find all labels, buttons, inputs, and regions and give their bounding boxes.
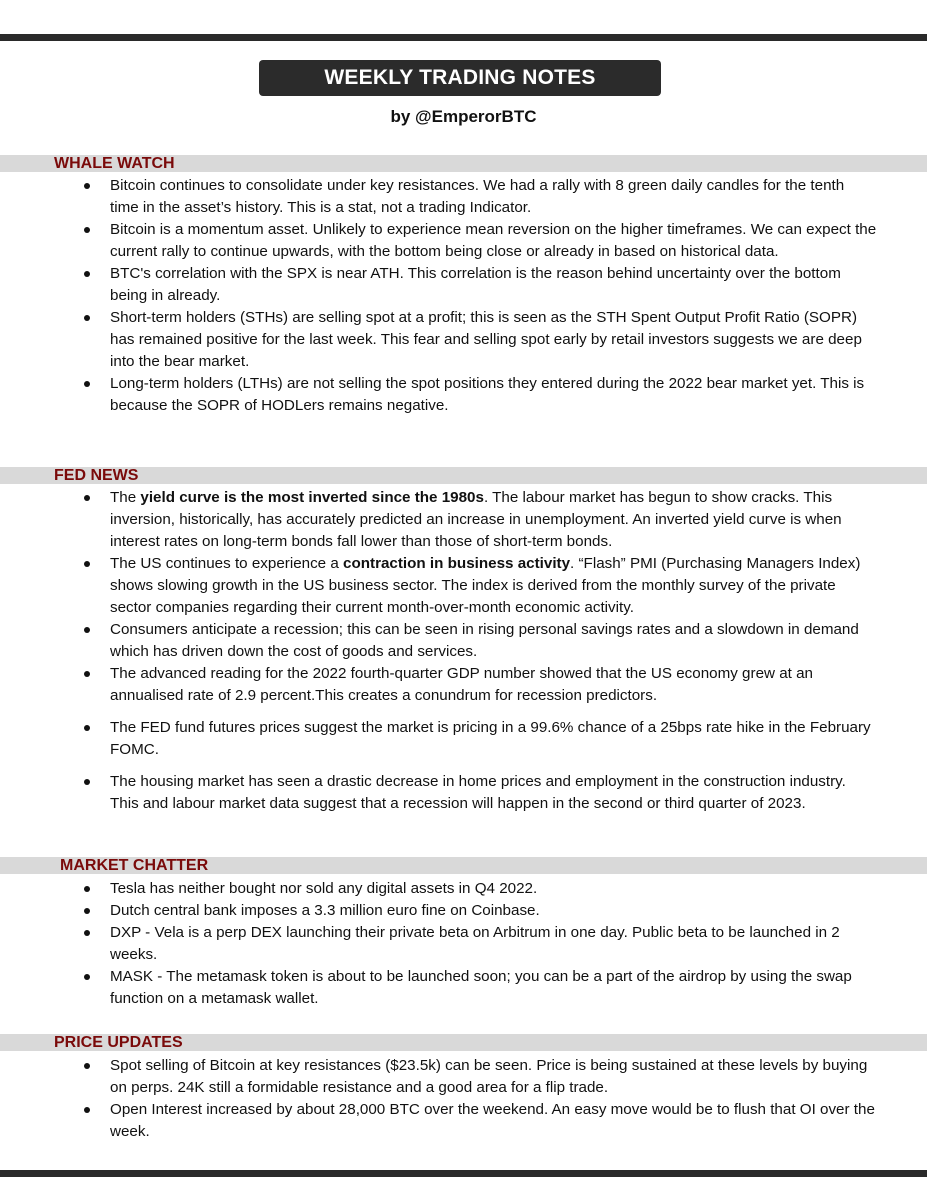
list-item: Tesla has neither bought nor sold any digital assets in Q4 2022. bbox=[0, 878, 927, 900]
bullet-icon bbox=[84, 271, 90, 277]
list-item: Bitcoin is a momentum asset. Unlikely to experience mean reversion on the higher timeframes. We can expect the current rally to continue upwards, with the bottom being close or already in based on historical data. bbox=[0, 219, 927, 263]
bullet-icon bbox=[84, 974, 90, 980]
list-item: The US continues to experience a contraction in business activity. “Flash” PMI (Purchasing Managers Index) shows slowing growth in the US business sector. The index is derived from the monthly survey of the private sector companies regarding their current month-over-month economic activity. bbox=[0, 553, 927, 619]
list-item: The housing market has seen a drastic decrease in home prices and employment in the construction industry. This and labour market data suggest that a recession will happen in the second or third quarter of 2023. bbox=[0, 771, 927, 815]
bullet-icon bbox=[84, 725, 90, 731]
bullet-icon bbox=[84, 627, 90, 633]
bullet-icon bbox=[84, 930, 90, 936]
market-chatter-list bbox=[0, 878, 927, 1010]
author-byline: by @EmperorBTC bbox=[390, 107, 537, 126]
list-item: Spot selling of Bitcoin at key resistances ($23.5k) can be seen. Price is being sustained at these levels by buying on perps. 24K still a formidable resistance and a good area for a flip trade. bbox=[0, 1055, 927, 1099]
emphasis-text: contraction in business activity bbox=[343, 555, 571, 572]
fed-news-list bbox=[0, 487, 927, 815]
list-item: The yield curve is the most inverted since the 1980s. The labour market has begun to show cracks. This inversion, historically, has accurately predicted an increase in unemployment. An inverted yield curve is when interest rates on long-term bonds fall lower than those of short-term bonds. bbox=[0, 487, 927, 553]
bullet-icon bbox=[84, 1063, 90, 1069]
bullet-icon bbox=[84, 315, 90, 321]
page-title: WEEKLY TRADING NOTES bbox=[259, 60, 661, 96]
bullet-icon bbox=[84, 779, 90, 785]
bullet-icon bbox=[84, 908, 90, 914]
bottom-divider bbox=[0, 1170, 927, 1177]
section-heading-market-chatter: MARKET CHATTER bbox=[0, 857, 927, 874]
list-item: Bitcoin continues to consolidate under key resistances. We had a rally with 8 green daily candles for the tenth time in the asset’s history. This is a stat, not a trading Indicator. bbox=[0, 175, 927, 219]
list-item: Short-term holders (STHs) are selling spot at a profit; this is seen as the STH Spent Output Profit Ratio (SOPR) has remained positive for the last week. This fear and selling spot early by retail investors suggests we are deep into the bear market. bbox=[0, 307, 927, 373]
bullet-icon bbox=[84, 1107, 90, 1113]
bullet-icon bbox=[84, 495, 90, 501]
list-item: The FED fund futures prices suggest the market is pricing in a 99.6% chance of a 25bps rate hike in the February FOMC. bbox=[0, 717, 927, 761]
section-heading-fed-news: FED NEWS bbox=[0, 467, 927, 484]
section-heading-whale-watch: WHALE WATCH bbox=[0, 155, 927, 172]
list-item: Consumers anticipate a recession; this can be seen in rising personal savings rates and a slowdown in demand which has driven down the cost of goods and services. bbox=[0, 619, 927, 663]
list-item: Long-term holders (LTHs) are not selling the spot positions they entered during the 2022 bear market yet. This is because the SOPR of HODLers remains negative. bbox=[0, 373, 927, 417]
top-divider bbox=[0, 34, 927, 41]
bullet-icon bbox=[84, 671, 90, 677]
bullet-icon bbox=[84, 227, 90, 233]
bullet-icon bbox=[84, 183, 90, 189]
list-item: The advanced reading for the 2022 fourth-quarter GDP number showed that the US economy grew at an annualised rate of 2.9 percent.This creates a conundrum for recession predictors. bbox=[0, 663, 927, 707]
bullet-icon bbox=[84, 561, 90, 567]
whale-watch-list bbox=[0, 175, 927, 417]
list-item: Dutch central bank imposes a 3.3 million euro fine on Coinbase. bbox=[0, 900, 927, 922]
list-item: MASK - The metamask token is about to be launched soon; you can be a part of the airdrop by using the swap function on a metamask wallet. bbox=[0, 966, 927, 1010]
list-item: BTC's correlation with the SPX is near ATH. This correlation is the reason behind uncertainty over the bottom being in already. bbox=[0, 263, 927, 307]
emphasis-text: yield curve is the most inverted since the 1980s bbox=[140, 489, 484, 506]
bullet-icon bbox=[84, 381, 90, 387]
price-updates-list bbox=[0, 1055, 927, 1143]
list-item: Open Interest increased by about 28,000 BTC over the weekend. An easy move would be to flush that OI over the week. bbox=[0, 1099, 927, 1143]
list-item: DXP - Vela is a perp DEX launching their private beta on Arbitrum in one day. Public beta to be launched in 2 weeks. bbox=[0, 922, 927, 966]
bullet-icon bbox=[84, 886, 90, 892]
section-heading-price-updates: PRICE UPDATES bbox=[0, 1034, 927, 1051]
